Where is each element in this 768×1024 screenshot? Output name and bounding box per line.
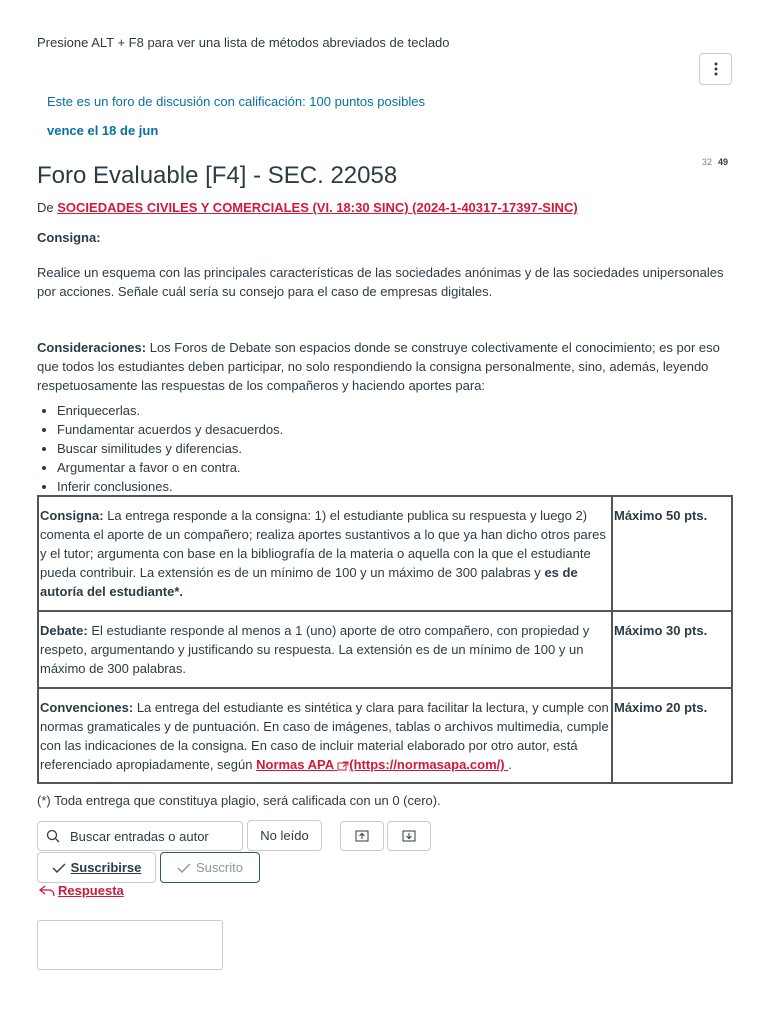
rubric-text: El estudiante responde al menos a 1 (uno) aporte de otro compañero, con propiedad y respeto, argumentando y justificando su respuesta. La extensión es de un mínimo de 100 y un máximo de 300 palabras. — [40, 623, 590, 676]
consigna-heading: Consigna: — [37, 230, 101, 245]
consigna-text: Realice un esquema con las principales características de las sociedades anónimas y de las sociedades unipersonales por acciones. Señale cuál sería su consejo para el caso de empresas digitales. — [37, 265, 724, 299]
search-box[interactable] — [37, 821, 243, 851]
checkmark-icon — [52, 863, 66, 873]
checkmark-icon — [177, 863, 191, 873]
search-icon — [46, 829, 60, 843]
due-date: vence el 18 de jun — [47, 123, 159, 138]
consideraciones-text: Los Foros de Debate son espacios donde se construye colectivamente el conocimiento; es por eso que todos los estudiantes deben participar, no solo respondiendo la consigna personalmente, sino, además, leyendo respetuosamente las respuestas de los compañeros y haciendo aportes para: — [37, 340, 720, 393]
rubric-text: La entrega del estudiante es sintética y clara para facilitar la lectura, y cumple con normas gramaticales y de puntuación. En caso de imágenes, tablas o archivos multimedia, cumple con las indicaciones de la consigna. En caso de incluir material elaborado por otro autor, está referenciado apropiadamente, según — [40, 700, 609, 772]
rubric-label: Consigna: — [40, 508, 104, 523]
arrow-down-tray-icon — [402, 830, 416, 842]
total-count: 49 — [717, 157, 728, 167]
reply-textarea[interactable] — [37, 920, 223, 970]
course-link[interactable]: SOCIEDADES CIVILES Y COMERCIALES (VI. 18:30 SINC) (2024-1-40317-17397-SINC) — [57, 200, 578, 215]
table-row — [38, 611, 732, 688]
normas-apa-url: (https://normasapa.com/) — [349, 757, 505, 772]
external-link-icon — [337, 761, 349, 771]
normas-apa-link[interactable] — [256, 757, 508, 772]
subscribe-button[interactable] — [37, 852, 156, 883]
kebab-menu-icon — [714, 62, 718, 76]
list-item: • Argumentar a favor o en contra. — [57, 458, 737, 477]
rubric-criterion — [38, 611, 612, 688]
list-item: • Buscar similitudes y diferencias. — [57, 439, 737, 458]
rubric-text: La entrega responde a la consigna: 1) el estudiante publica su respuesta y luego 2) comenta el aporte de un compañero; realiza aportes sustantivos a lo que ya han dicho otros pares y el tutor; argumenta con base en la bibliografía de la materia o aquella con la que el estudiante pueda contribuir. La extensión es de un mínimo de 100 y un máximo de 300 palabras y — [40, 508, 606, 580]
consideraciones-list — [37, 401, 737, 496]
author-line — [37, 200, 578, 215]
subscribe-label: Suscribirse — [70, 860, 142, 875]
subscribed-label: Suscrito — [196, 860, 243, 875]
unread-filter-button[interactable]: No leído — [247, 820, 322, 851]
rubric-criterion — [38, 496, 612, 611]
rubric-points: Máximo 20 pts. — [612, 688, 732, 783]
arrow-up-tray-icon — [355, 830, 369, 842]
rubric-points: Máximo 30 pts. — [612, 611, 732, 688]
discussion-content — [37, 228, 737, 496]
rubric-label: Debate: — [40, 623, 88, 638]
table-row — [38, 496, 732, 611]
table-row — [38, 688, 732, 783]
reply-label: Respuesta — [58, 883, 124, 898]
unread-count: 32 — [701, 157, 712, 167]
rubric-criterion — [38, 688, 612, 783]
consideraciones-heading: Consideraciones: — [37, 340, 147, 355]
author-prefix: De — [37, 200, 54, 215]
sort-descending-button[interactable] — [387, 821, 431, 851]
page-title: Foro Evaluable [F4] - SEC. 22058 — [37, 162, 398, 189]
rubric-tail: . — [508, 757, 512, 772]
post-counts — [702, 157, 728, 167]
sort-ascending-button[interactable] — [340, 821, 384, 851]
list-item: • Fundamentar acuerdos y desacuerdos. — [57, 420, 737, 439]
rubric-bold-tail: es de autoría del estudiante*. — [40, 565, 578, 599]
reply-button[interactable] — [39, 883, 124, 898]
subscribed-button[interactable] — [160, 852, 260, 883]
plagiarism-note: (*) Toda entrega que constituya plagio, será calificada con un 0 (cero). — [37, 793, 441, 808]
list-item: • Enriquecerlas. — [57, 401, 737, 420]
search-input[interactable] — [68, 828, 228, 845]
rubric-points: Máximo 50 pts. — [612, 496, 732, 611]
reply-arrow-icon — [39, 885, 55, 897]
list-item: • Inferir conclusiones. — [57, 477, 737, 496]
consideraciones-paragraph — [37, 338, 737, 395]
rubric-table — [37, 495, 733, 784]
normas-apa-link-label: Normas APA — [256, 757, 334, 772]
more-options-button[interactable] — [699, 53, 732, 85]
keyboard-shortcut-hint: Presione ALT + F8 para ver una lista de métodos abreviados de teclado — [37, 35, 450, 50]
graded-discussion-info: Este es un foro de discusión con calificación: 100 puntos posibles — [47, 94, 425, 109]
rubric-label: Convenciones: — [40, 700, 134, 715]
